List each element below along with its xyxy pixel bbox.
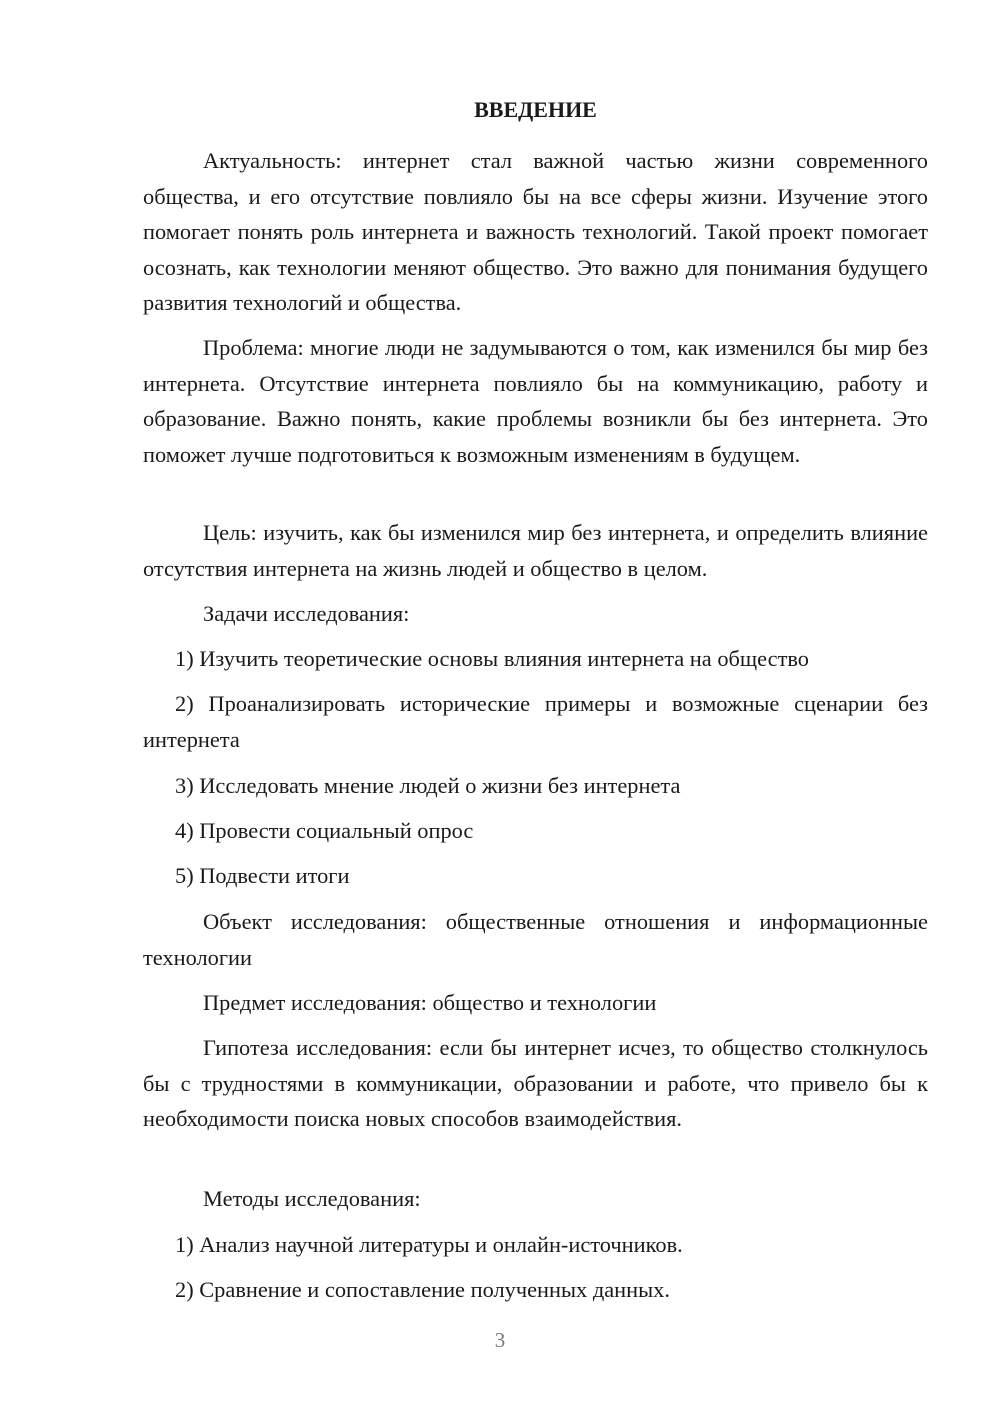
section-title: ВВЕДЕНИЕ (474, 97, 597, 122)
relevance-paragraph: Актуальность: интернет стал важной частью жизни современного общества, и его отсутствие повлияло бы на все сферы жизни. Изучение этого помогает понять роль интернета и важность технологий. Такой проект помогает осознать, как технологии меняют общество. Это важно для понимания будущего развития технологий и общества. (143, 148, 928, 315)
task-item: 2) Проанализировать исторические примеры и возможные сценарии без интернета (143, 691, 928, 752)
subject-paragraph: Предмет исследования: общество и технологии (203, 990, 657, 1015)
hypothesis-paragraph: Гипотеза исследования: если бы интернет исчез, то общество столкнулось бы с трудностями в коммуникации, образовании и работе, что привело бы к необходимости поиска новых способов взаимодействия. (143, 1035, 928, 1131)
page-number: 3 (494, 1328, 506, 1352)
methods-heading: Методы исследования: (203, 1186, 421, 1211)
tasks-heading: Задачи исследования: (203, 601, 410, 626)
method-item: 1) Анализ научной литературы и онлайн-источников. (175, 1232, 683, 1257)
goal-paragraph: Цель: изучить, как бы изменился мир без интернета, и определить влияние отсутствия интернета на жизнь людей и общество в целом. (143, 520, 928, 581)
task-item: 3) Исследовать мнение людей о жизни без интернета (175, 773, 681, 798)
task-item: 4) Провести социальный опрос (175, 818, 474, 843)
method-item: 2) Сравнение и сопоставление полученных данных. (175, 1277, 670, 1302)
problem-paragraph: Проблема: многие люди не задумываются о том, как изменился бы мир без интернета. Отсутствие интернета повлияло бы на коммуникацию, работу и образование. Важно понять, какие проблемы возникли бы без интернета. Это поможет лучше подготовиться к возможным изменениям в будущем. (143, 335, 928, 467)
task-item: 5) Подвести итоги (175, 863, 350, 888)
task-item: 1) Изучить теоретические основы влияния интернета на общество (175, 646, 809, 671)
object-paragraph: Объект исследования: общественные отношения и информационные технологии (143, 909, 928, 970)
